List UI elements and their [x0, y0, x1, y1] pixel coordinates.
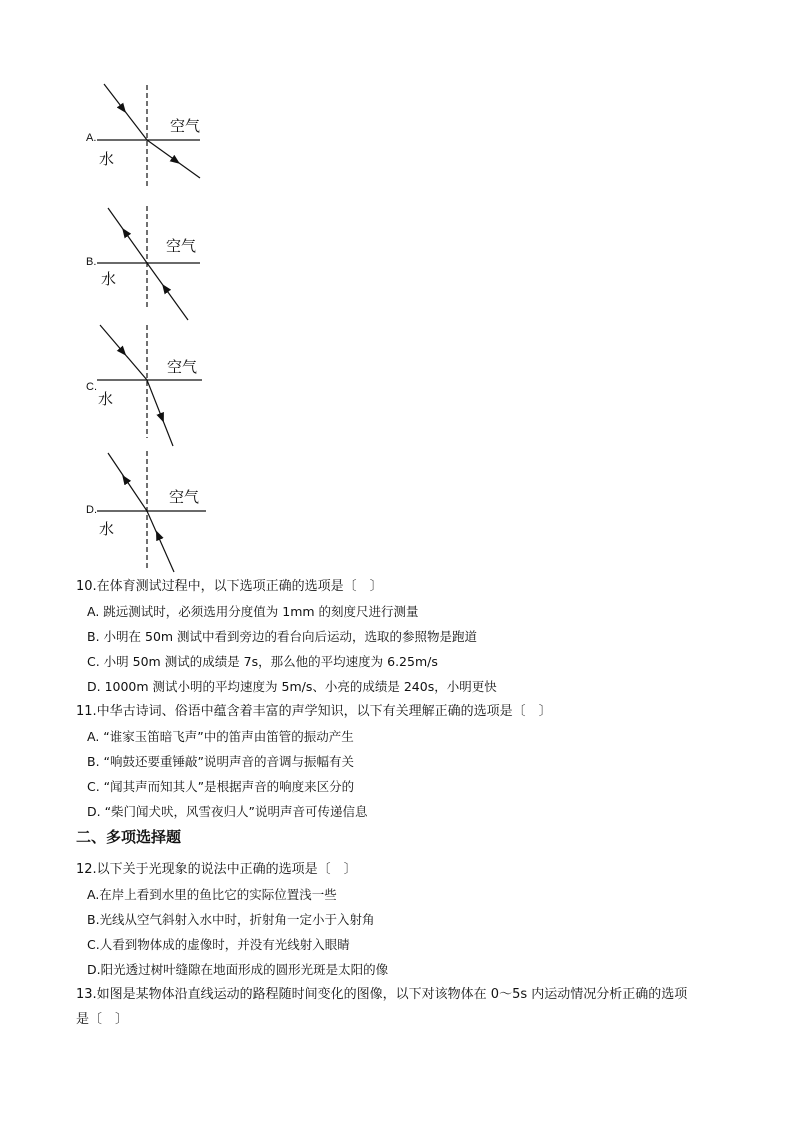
question-11-option-b: B. “响鼓还要重锤敲”说明声音的音调与振幅有关: [87, 754, 354, 769]
question-11-option-d: D. “柴门闻犬吠，风雪夜归人”说明声音可传递信息: [87, 804, 368, 819]
ray-upper: [108, 208, 147, 263]
air-label: 空气: [170, 117, 201, 135]
question-13-stem-line1: 13.如图是某物体沿直线运动的路程随时间变化的图像，以下对该物体在 0～5s 内运动情况分析正确的选项: [76, 987, 688, 1002]
question-10-option-d: D. 1000m 测试小明的平均速度为 5m/s、小亮的成绩是 240s，小明更快: [87, 679, 497, 694]
option-letter: B.: [86, 256, 97, 268]
question-10-option-c: C. 小明 50m 测试的成绩是 7s，那么他的平均速度为 6.25m/s: [87, 654, 438, 669]
water-label: 水: [101, 270, 117, 288]
diagram-option-d: [80, 451, 220, 576]
diagram-option-b: [80, 203, 220, 328]
ray-lower: [147, 140, 200, 178]
question-12-stem: 12.以下关于光现象的说法中正确的选项是〔 〕: [76, 862, 357, 877]
ray-upper: [100, 325, 147, 380]
refraction-diagram-b: [80, 203, 220, 328]
air-label: 空气: [166, 237, 197, 255]
diagram-option-a: [80, 80, 220, 205]
section-heading: 二、多项选择题: [76, 828, 182, 846]
air-label: 空气: [169, 488, 200, 506]
ray-upper: [104, 84, 147, 140]
water-label: 水: [99, 150, 115, 168]
question-12-option-a: A.在岸上看到水里的鱼比它的实际位置浅一些: [87, 887, 337, 902]
refraction-diagram-c: [80, 320, 220, 445]
question-10-option-a: A. 跳远测试时，必须选用分度值为 1mm 的刻度尺进行测量: [87, 604, 419, 619]
ray-lower: [147, 380, 173, 446]
question-11-option-c: C. “闻其声而知其人”是根据声音的响度来区分的: [87, 779, 355, 794]
option-letter: C.: [86, 381, 97, 393]
question-11-option-a: A. “谁家玉笛暗飞声”中的笛声由笛管的振动产生: [87, 729, 354, 744]
ray-lower: [147, 263, 188, 320]
water-label: 水: [98, 390, 114, 408]
diagram-option-c: [80, 320, 220, 445]
refraction-diagram-d: [80, 451, 220, 576]
ray-upper: [108, 453, 147, 511]
air-label: 空气: [167, 358, 198, 376]
question-12-option-c: C.人看到物体成的虚像时，并没有光线射入眼睛: [87, 937, 350, 952]
water-label: 水: [99, 520, 115, 538]
question-11-stem: 11.中华古诗词、俗语中蕴含着丰富的声学知识，以下有关理解正确的选项是〔 〕: [76, 704, 552, 719]
question-10-option-b: B. 小明在 50m 测试中看到旁边的看台向后运动，选取的参照物是跑道: [87, 629, 478, 644]
question-12-option-d: D.阳光透过树叶缝隙在地面形成的圆形光斑是太阳的像: [87, 962, 389, 977]
option-letter: A.: [86, 132, 97, 144]
ray-lower: [147, 511, 174, 572]
question-10-stem: 10.在体育测试过程中，以下选项正确的选项是〔 〕: [76, 579, 383, 594]
option-letter: D.: [86, 504, 97, 516]
question-13-stem-line2: 是〔 〕: [76, 1012, 129, 1027]
refraction-diagram-a: [80, 80, 220, 205]
question-12-option-b: B.光线从空气斜射入水中时，折射角一定小于入射角: [87, 912, 375, 927]
